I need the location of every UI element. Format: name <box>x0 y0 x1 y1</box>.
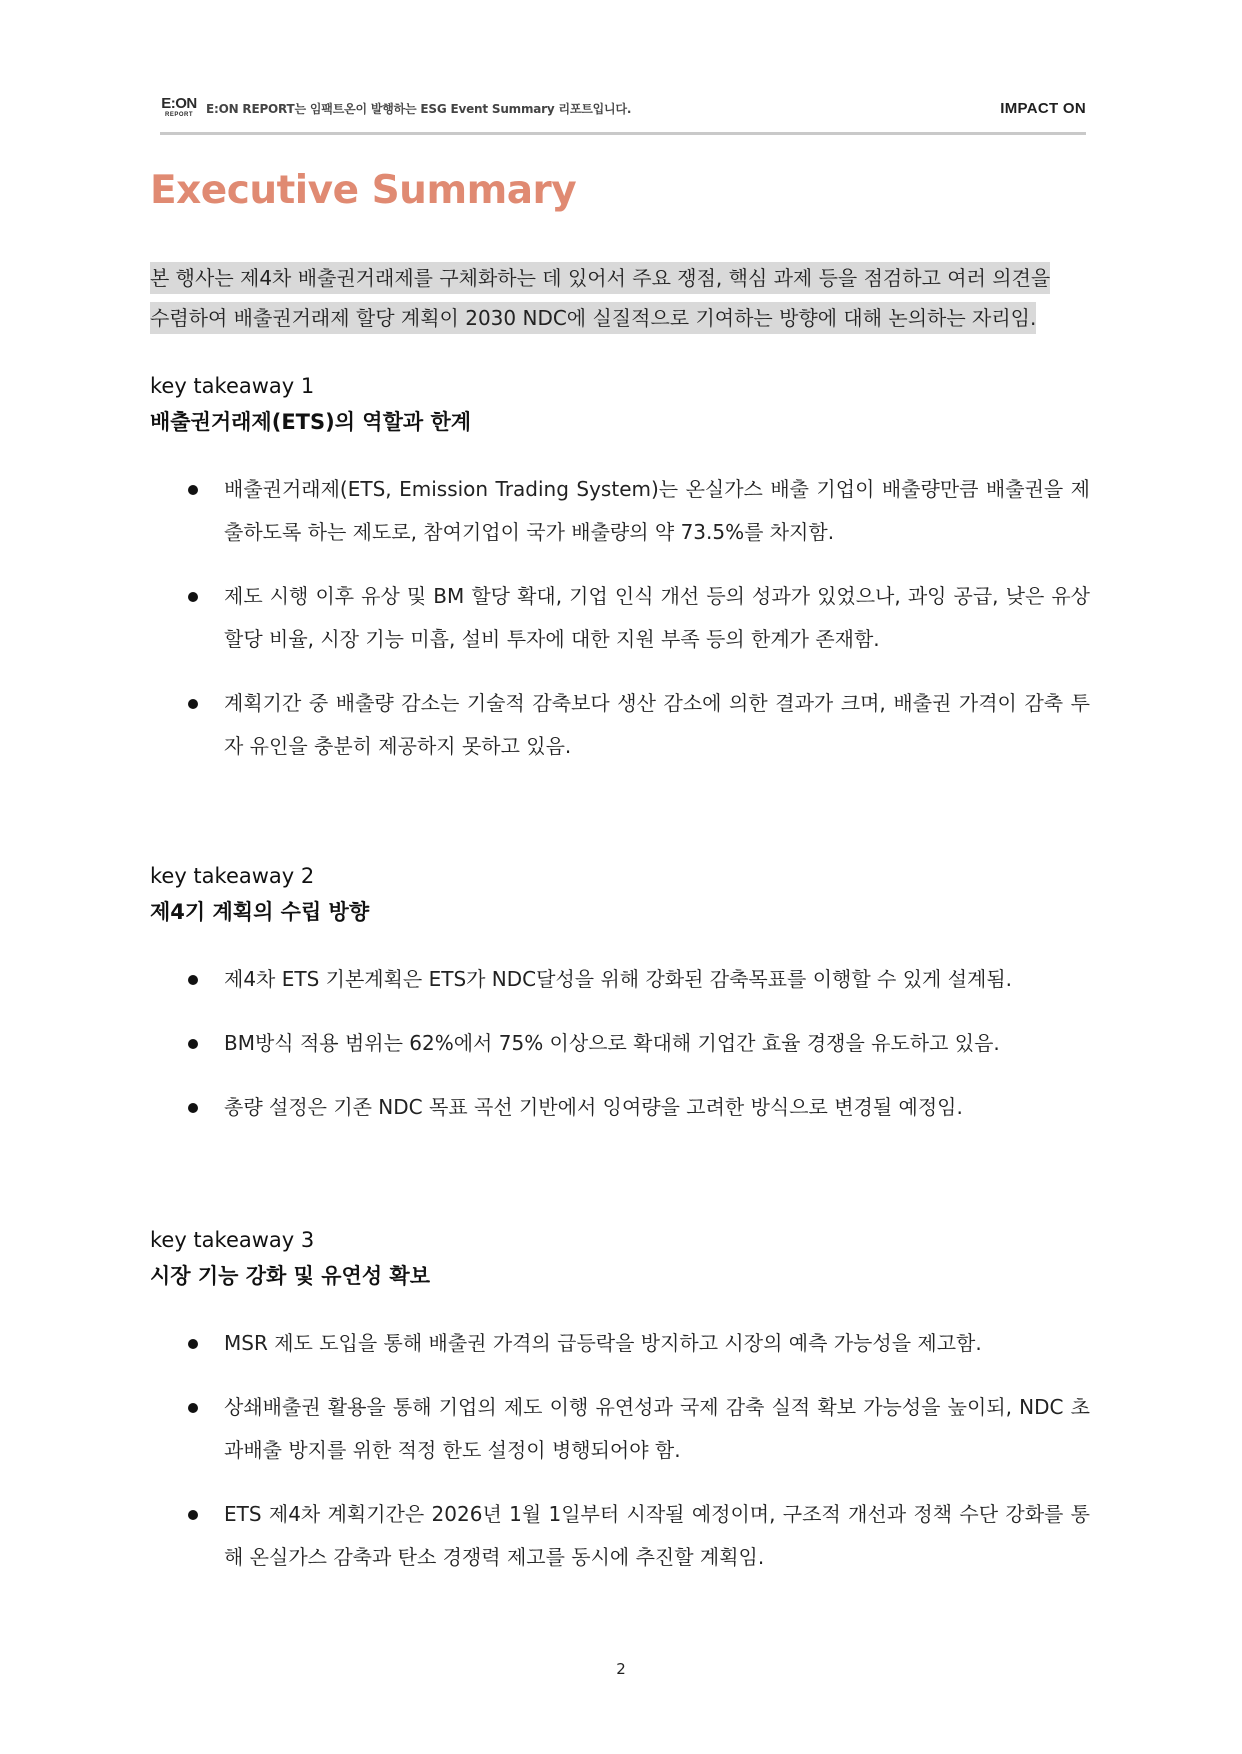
takeaway-label: key takeaway 1 <box>150 374 315 398</box>
intro-line-2: 수렴하여 배출권거래제 할당 계획이 2030 NDC에 실질적으로 기여하는 방향에 대해 논의하는 자리임. <box>150 302 1036 334</box>
eon-logo-main: E:ON <box>161 95 197 112</box>
bullet-item <box>150 575 1090 661</box>
bullet-text: 제4차 ETS 기본계획은 ETS가 NDC달성을 위해 강화된 감축목표를 이행할 수 있게 설계됨. <box>224 967 1013 991</box>
bullet-text: 상쇄배출권 활용을 통해 기업의 제도 이행 유연성과 국제 감축 실적 확보 가능성을 높이되, NDC 초과배출 방지를 위한 적정 한도 설정이 병행되어야 함. <box>224 1395 1090 1462</box>
takeaway-section-3 <box>150 1222 1090 1579</box>
takeaway-title: 시장 기능 강화 및 유연성 확보 <box>150 1264 430 1288</box>
bullet-icon <box>188 1039 198 1049</box>
eon-logo-sub: REPORT <box>164 112 193 118</box>
bullet-text: 계획기간 중 배출량 감소는 기술적 감축보다 생산 감소에 의한 결과가 크며, 배출권 가격이 감축 투자 유인을 충분히 제공하지 못하고 있음. <box>224 691 1090 758</box>
bullet-item <box>150 1493 1090 1579</box>
bullet-item <box>150 1322 1090 1365</box>
bullet-icon <box>188 592 198 602</box>
bullet-list <box>150 468 1090 768</box>
bullet-text: 제도 시행 이후 유상 및 BM 할당 확대, 기업 인식 개선 등의 성과가 있었으나, 과잉 공급, 낮은 유상할당 비율, 시장 기능 미흡, 설비 투자에 대한 지원 부족 등의 한계가 존재함. <box>224 584 1090 651</box>
bullet-icon <box>188 485 198 495</box>
bullet-list <box>150 958 1090 1129</box>
bullet-icon <box>188 975 198 985</box>
bullet-icon <box>188 699 198 709</box>
eon-report-logo <box>160 96 198 118</box>
bullet-text: ETS 제4차 계획기간은 2026년 1월 1일부터 시작될 예정이며, 구조적 개선과 정책 수단 강화를 통해 온실가스 감축과 탄소 경쟁력 제고를 동시에 추진할 계획임. <box>224 1502 1090 1569</box>
bullet-text: MSR 제도 도입을 통해 배출권 가격의 급등락을 방지하고 시장의 예측 가능성을 제고함. <box>224 1331 982 1355</box>
bullet-icon <box>188 1339 198 1349</box>
takeaway-section-2 <box>150 858 1090 1129</box>
bullet-item <box>150 682 1090 768</box>
bullet-item <box>150 468 1090 554</box>
takeaway-title: 제4기 계획의 수립 방향 <box>150 900 370 924</box>
impact-on-logo: IMPACT ON <box>1000 100 1086 117</box>
bullet-icon <box>188 1403 198 1413</box>
bullet-item <box>150 958 1090 1001</box>
page-title: Executive Summary <box>150 168 577 213</box>
bullet-icon <box>188 1103 198 1113</box>
page-number: 2 <box>616 1660 626 1678</box>
bullet-item <box>150 1386 1090 1472</box>
bullet-icon <box>188 1510 198 1520</box>
takeaway-title: 배출권거래제(ETS)의 역할과 한계 <box>150 410 472 434</box>
page-header <box>160 96 1086 132</box>
intro-line-1: 본 행사는 제4차 배출권거래제를 구체화하는 데 있어서 주요 쟁점, 핵심 과제 등을 점검하고 여러 의견을 <box>150 262 1050 294</box>
bullet-text: 총량 설정은 기존 NDC 목표 곡선 기반에서 잉여량을 고려한 방식으로 변경될 예정임. <box>224 1095 963 1119</box>
bullet-list <box>150 1322 1090 1579</box>
bullet-text: BM방식 적용 범위는 62%에서 75% 이상으로 확대해 기업간 효율 경쟁을 유도하고 있음. <box>224 1031 1000 1055</box>
takeaway-section-1 <box>150 368 1090 768</box>
bullet-item <box>150 1022 1090 1065</box>
header-divider <box>160 132 1086 135</box>
takeaway-label: key takeaway 3 <box>150 1228 315 1252</box>
bullet-item <box>150 1086 1090 1129</box>
bullet-text: 배출권거래제(ETS, Emission Trading System)는 온실가스 배출 기업이 배출량만큼 배출권을 제출하도록 하는 제도로, 참여기업이 국가 배출량의 약 73.5%를 차지함. <box>224 477 1090 544</box>
takeaway-label: key takeaway 2 <box>150 864 315 888</box>
header-description: E:ON REPORT는 임팩트온이 발행하는 ESG Event Summary 리포트입니다. <box>206 102 632 116</box>
intro-paragraph <box>150 258 1090 338</box>
